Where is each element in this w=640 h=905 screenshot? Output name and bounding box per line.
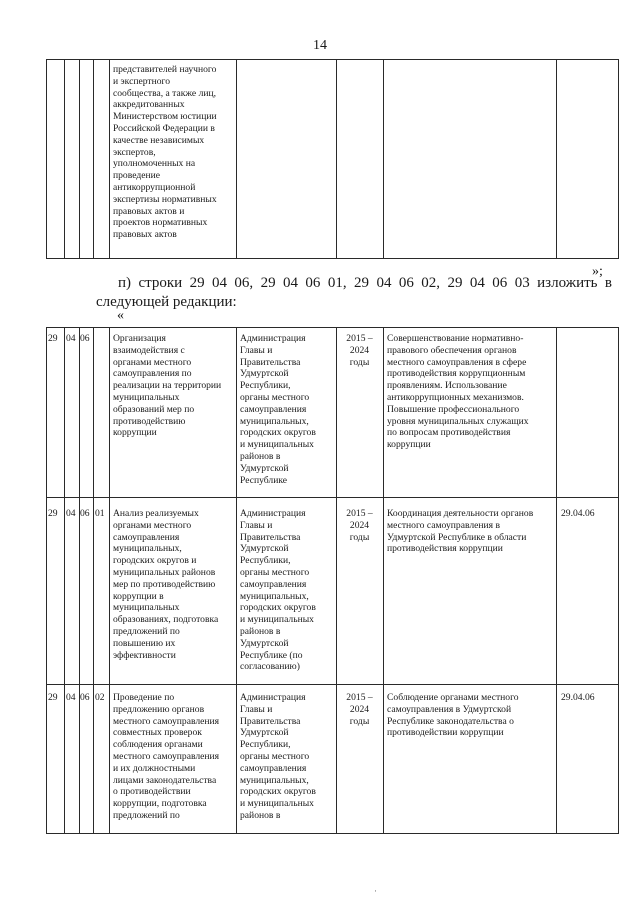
executor-cell: Администрация Главы и Правительства Удмуртской Республики, органы местного самоуправления муниципальных, городских округов и муниципальных районов в Удмуртской Республике (240, 333, 316, 486)
code-item: 06 (80, 692, 90, 703)
executor-cell: Администрация Главы и Правительства Удмуртской Республики, органы местного самоуправления муниципальных, городских округов и муниципальных районов в (240, 692, 316, 821)
code-subsection: 04 (66, 333, 76, 344)
opening-quote: « (117, 308, 124, 323)
scan-artifact: · (374, 886, 377, 896)
code-section: 29 (48, 508, 58, 519)
page-number: 14 (313, 38, 327, 53)
instruction-line-2: следующей редакции: (96, 294, 237, 310)
result-cell: Совершенствование нормативно- правового обеспечения органов местного самоуправления в сфере противодействия коррупционным проявлениям. Использование антикоррупционных механизмов. Повышение профессионального уровня муниципальных служащих по вопросам противодействия коррупции (387, 333, 529, 451)
code-subitem: 02 (95, 692, 105, 703)
closing-quote: »; (592, 264, 603, 279)
period-cell: 2015 – 2024 годы (346, 333, 373, 368)
period-cell: 2015 – 2024 годы (346, 508, 373, 543)
code-subsection: 04 (66, 508, 76, 519)
code-item: 06 (80, 333, 90, 344)
instruction-line-1: п) строки 29 04 06, 29 04 06 01, 29 04 06 02, 29 04 06 03 изложить в (118, 275, 612, 291)
code-section: 29 (48, 692, 58, 703)
period-cell: 2015 – 2024 годы (346, 692, 373, 727)
code-section: 29 (48, 333, 58, 344)
activity-cell: Организация взаимодействия с органами местного самоуправления по реализации на территории муниципальных образований мер по противодействию коррупции (113, 333, 222, 439)
amendment-instruction (96, 274, 612, 312)
code-subsection: 04 (66, 692, 76, 703)
link-cell: 29.04.06 (561, 508, 595, 519)
executor-cell: Администрация Главы и Правительства Удмуртской Республики, органы местного самоуправления муниципальных, городских округов и муниципальных районов в Удмуртской Республике (по согласованию) (240, 508, 316, 673)
result-cell: Координация деятельности органов местного самоуправления в Удмуртской Республике в области противодействия коррупции (387, 508, 534, 555)
fragment-description-cell: представителей научного и экспертного сообщества, а также лиц, аккредитованных Министерством юстиции Российской Федерации в качестве независимых экспертов, уполномоченных на проведение антикоррупционной экспертизы нормативных правовых актов и проектов нормативных правовых актов (113, 64, 217, 241)
result-cell: Соблюдение органами местного самоуправления в Удмуртской Республике законодательства о противодействии коррупции (387, 692, 519, 739)
code-subitem: 01 (95, 508, 105, 519)
activity-cell: Анализ реализуемых органами местного самоуправления муниципальных, городских округов и муниципальных районов мер по противодействию коррупции в муниципальных образованиях, подготовка предложений по повышению их эффективности (113, 508, 219, 661)
activity-cell: Проведение по предложению органов местного самоуправления совместных проверок соблюдения органами местного самоуправления и их должностными лицами законодательства о противодействии коррупции, подготовка предложений по (113, 692, 220, 821)
code-item: 06 (80, 508, 90, 519)
link-cell: 29.04.06 (561, 692, 595, 703)
